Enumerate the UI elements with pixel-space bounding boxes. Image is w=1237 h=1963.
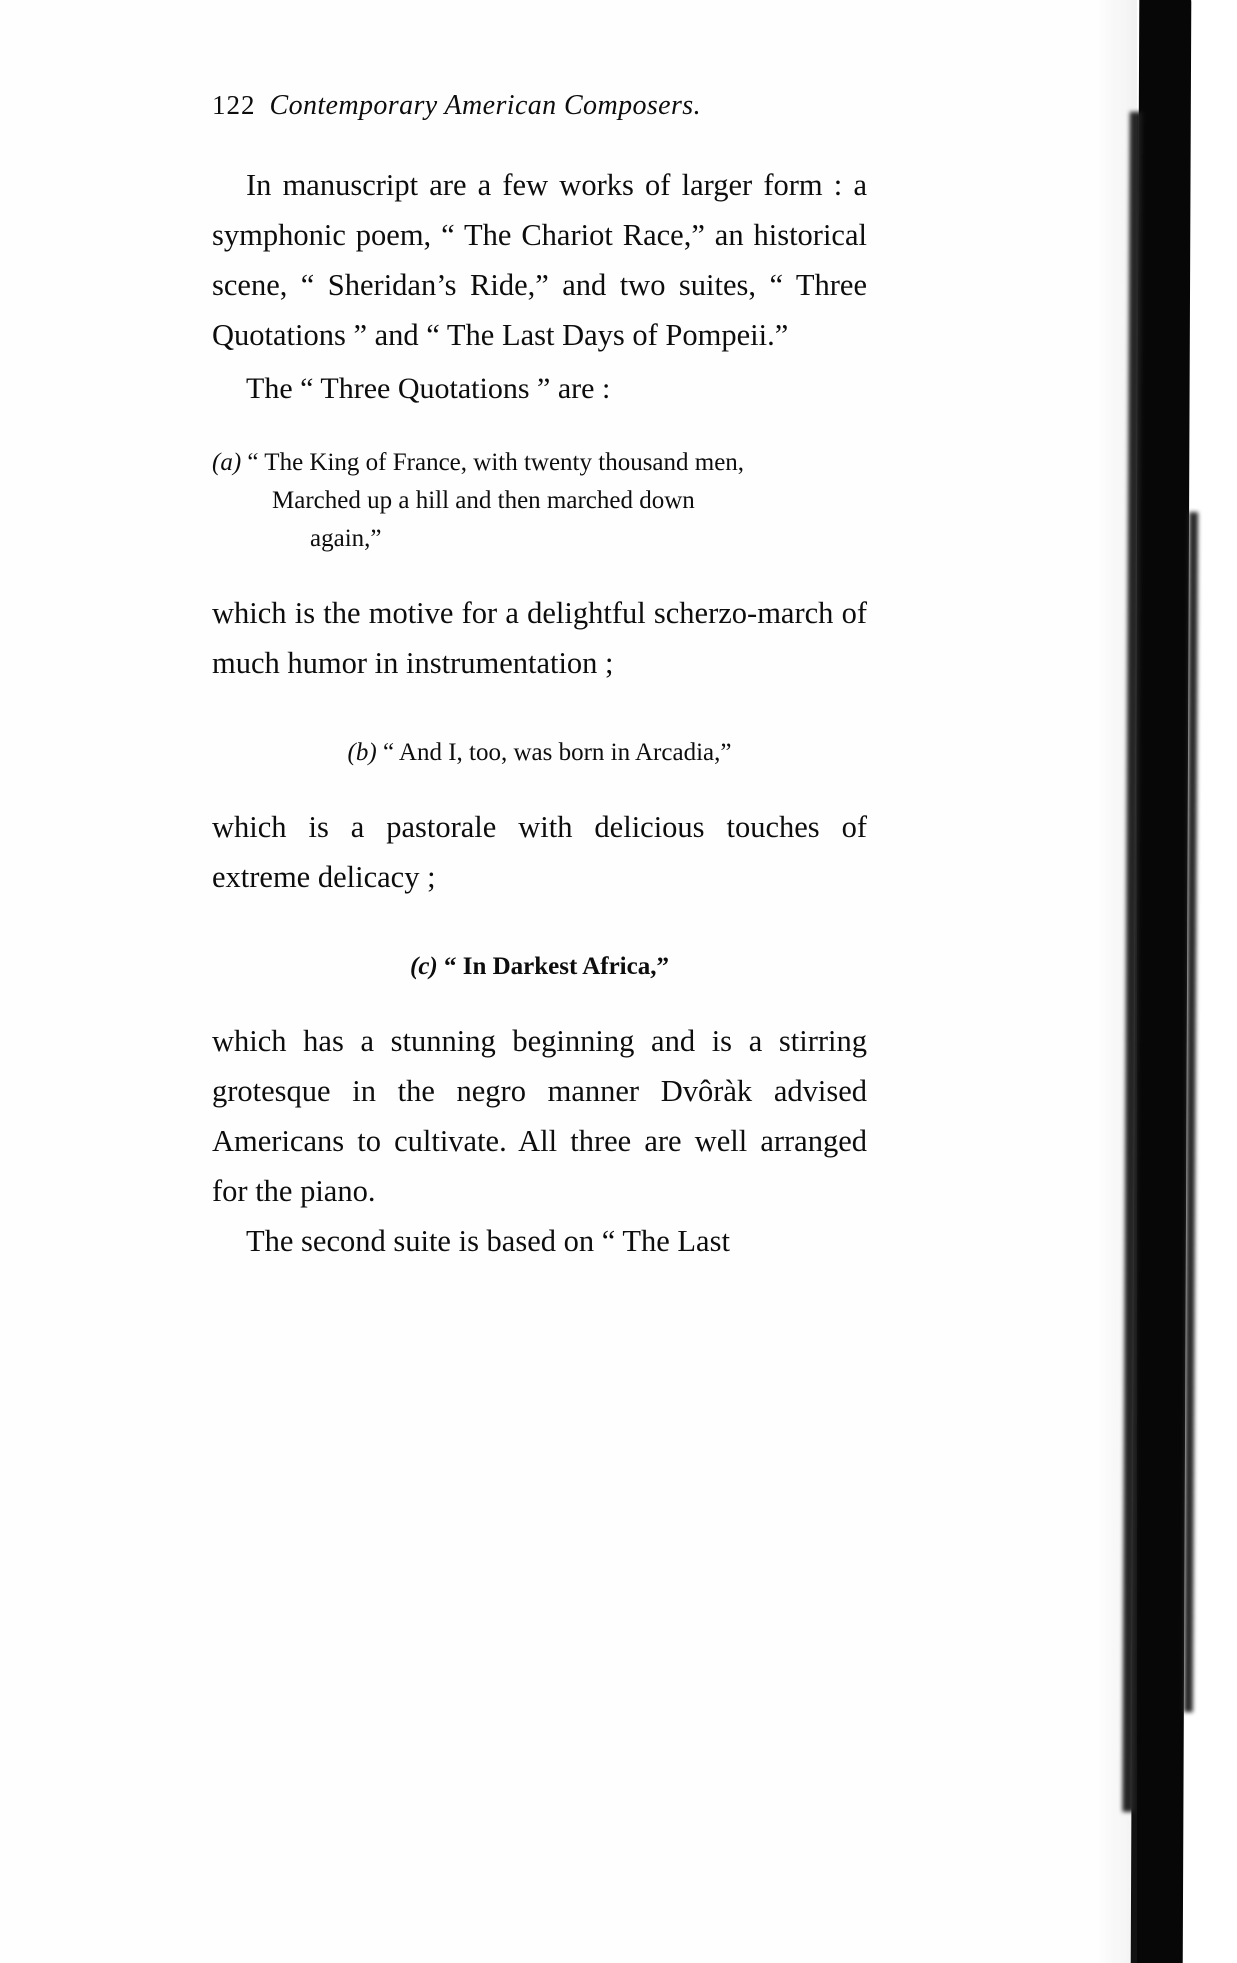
paragraph-three-quotations-intro: The “ Three Quotations ” are : [246, 372, 611, 405]
page-text-block [212, 90, 867, 1266]
quotation-b [212, 734, 867, 772]
scan-gutter-fade [1097, 0, 1137, 1963]
paragraph-scherzo-march: which is the motive for a delightful scherzo-march of much humor in instrumentation ; [212, 596, 867, 680]
paragraph-manuscript-works: In manuscript are a few works of larger form : a symphonic poem, “ The Chariot Race,” an historical scene, “ Sheridan’s Ride,” and two suites, “ Three Quotations ” and “ The Last Days of Pompeii.” [212, 168, 867, 352]
quotation-b-text: “ And I, too, was born in Arcadia,” [382, 739, 732, 766]
quotation-c [212, 948, 867, 986]
paragraph-second-suite: The second suite is based on “ The Last [246, 1224, 730, 1258]
paragraph-pastorale: which is a pastorale with delicious touches of extreme delicacy ; [212, 810, 867, 894]
quotation-a-label: (a) [212, 449, 242, 476]
quotation-a [212, 444, 867, 558]
quotation-c-label: (c) [410, 953, 438, 980]
running-title: Contemporary American Composers. [269, 90, 701, 121]
quotation-b-label: (b) [347, 739, 377, 766]
quotation-a-line2: Marched up a hill and then marched down [272, 487, 695, 514]
paragraph-darkest-africa-commentary: which has a stunning beginning and is a stirring grotesque in the negro manner Dvôràk advised Americans to cultivate. All three are well arranged for the piano. [212, 1024, 867, 1208]
quotation-c-text: “ In Darkest Africa,” [444, 953, 669, 980]
spacer-2 [212, 902, 867, 918]
spacer-1 [212, 688, 867, 704]
quotation-a-line1: “ The King of France, with twenty thousand men, [247, 449, 745, 476]
page-number: 122 [212, 90, 256, 120]
running-head [212, 90, 867, 122]
quotation-a-line3: again,” [310, 525, 382, 552]
scan-shadow [1131, 0, 1192, 1963]
